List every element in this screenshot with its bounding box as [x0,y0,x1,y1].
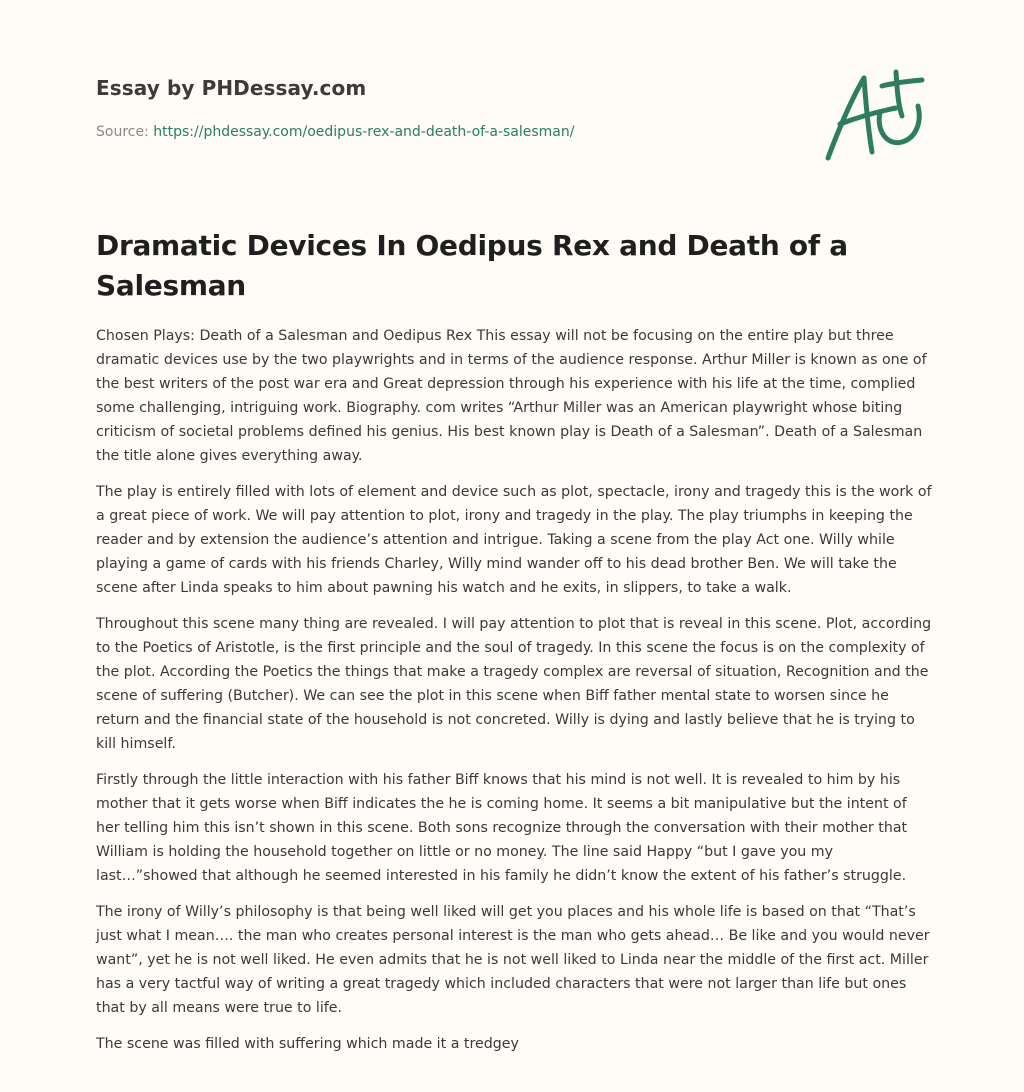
essay-paragraph: Throughout this scene many thing are revealed. I will pay attention to plot that is reveal in this scene. Plot, according to the Poetics of Aristotle, is the first principle and the soul of tragedy. In this scene the focus is on the complexity of the plot. According the Poetics the things that make a tragedy complex are reversal of situation, Recognition and the scene of suffering (Butcher). We can see the plot in this scene when Biff father mental state to worsen since he return and the financial state of the household is not concreted. Willy is dying and lastly believe that he is trying to kill himself. [96,616,932,752]
essay-paragraph: The irony of Willy’s philosophy is that being well liked will get you places and his whole life is based on that “That’s just what I mean…. the man who creates personal interest is the man who gets ahead… Be like and you would never want”, yet he is not well liked. He even admits that he is not well liked to Linda near the middle of the first act. Miller has a very tactful way of writing a great tragedy which included characters that were not larger than life but ones that by all means were true to life. [96,904,930,1016]
a-plus-logo-icon [818,66,930,166]
source-line [96,124,574,140]
essay-title: Dramatic Devices In Oedipus Rex and Death of a Salesman [96,229,848,302]
site-brand: Essay by PHDessay.com [96,76,367,100]
source-link[interactable]: https://phdessay.com/oedipus-rex-and-death-of-a-salesman/ [153,124,575,140]
essay-body [96,324,934,1068]
essay-paragraph: The scene was filled with suffering which made it a tredgey [96,1036,519,1052]
essay-paragraph: The play is entirely filled with lots of element and device such as plot, spectacle, irony and tragedy this is the work of a great piece of work. We will pay attention to plot, irony and tragedy in the play. The play triumphs in keeping the reader and by extension the audience’s attention and intrigue. Taking a scene from the play Act one. Willy while playing a game of cards with his friends Charley, Willy mind wander off to his dead brother Ben. We will take the scene after Linda speaks to him about pawning his watch and he exits, in slippers, to take a walk. [96,484,932,596]
essay-paragraph: Chosen Plays: Death of a Salesman and Oedipus Rex This essay will not be focusing on the entire play but three dramatic devices use by the two playwrights and in terms of the audience response. Arthur Miller is known as one of the best writers of the post war era and Great depression through his experience with his life at the time, complied some challenging, intriguing work. Biography. com writes “Arthur Miller was an American playwright whose biting criticism of societal problems defined his genius. His best known play is Death of a Salesman”. Death of a Salesman the title alone gives everything away. [96,328,927,464]
source-label: Source: [96,124,154,140]
essay-paragraph: Firstly through the little interaction with his father Biff knows that his mind is not well. It is revealed to him by his mother that it gets worse when Biff indicates the he is coming home. It seems a bit manipulative but the intent of her telling him this isn’t shown in this scene. Both sons recognize through the conversation with their mother that William is holding the household together on little or no money. The line said Happy “but I gave you my last…”showed that although he seemed interested in his family he didn’t know the extent of his father’s struggle. [96,772,908,884]
